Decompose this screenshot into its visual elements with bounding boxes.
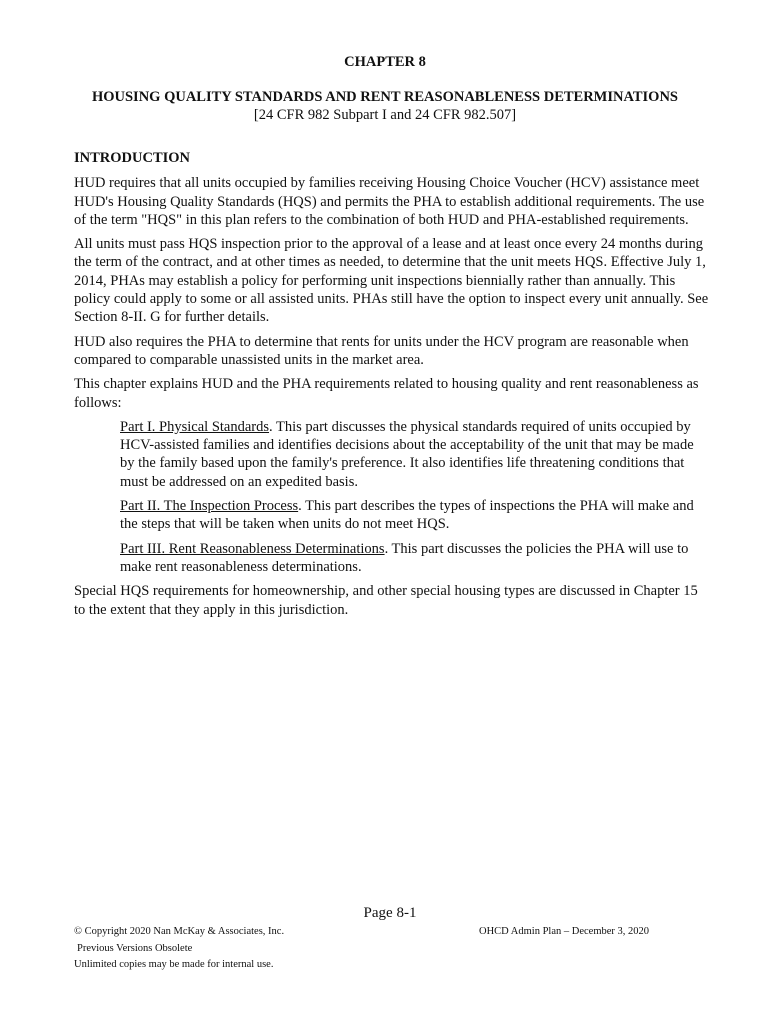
chapter-number: CHAPTER 8: [344, 54, 426, 70]
paragraph-special-housing: Special HQS requirements for homeownership, and other special housing types are discussed in Chapter 15 to the extent that they apply in this jurisdiction.: [74, 583, 698, 618]
part-item-physical-standards: [120, 418, 709, 491]
footer-copies-notice: Unlimited copies may be made for internal use.: [74, 959, 274, 970]
paragraph-hqs-requirement: HUD requires that all units occupied by families receiving Housing Choice Voucher (HCV) assistance meet HUD's Housing Quality Standards (HQS) and permits the PHA to establish additional requirements. The use of the term "HQS" in this plan refers to the combination of both HUD and PHA-established requirements.: [74, 175, 705, 228]
paragraph-rent-reasonable: HUD also requires the PHA to determine that rents for units under the HCV program are reasonable when compared to comparable unassisted units in the market area.: [74, 333, 689, 368]
part-title: Part II. The Inspection Process: [120, 498, 299, 515]
paragraph-chapter-overview: This chapter explains HUD and the PHA requirements related to housing quality and rent reasonableness as follows:: [74, 376, 699, 411]
part-description: . This part describes the types of inspections the PHA will make and the steps that will be taken when units do not meet HQS.: [120, 498, 694, 533]
document-body: [74, 149, 709, 625]
footer-plan-label: OHCD Admin Plan – December 3, 2020: [479, 926, 650, 937]
footer-copyright-block: [74, 924, 284, 974]
part-item-inspection-process: [120, 497, 709, 534]
part-description: . This part discusses the policies the PHA will use to make rent reasonableness determinations.: [120, 540, 689, 575]
part-item-rent-reasonableness: [120, 540, 709, 577]
footer-copyright: © Copyright 2020 Nan McKay & Associates, Inc.: [74, 926, 285, 937]
chapter-citation: [24 CFR 982 Subpart I and 24 CFR 982.507]: [253, 107, 517, 123]
page-number: Page 8-1: [363, 905, 417, 921]
part-title: Part I. Physical Standards: [120, 418, 270, 435]
section-heading-introduction: INTRODUCTION: [74, 150, 191, 166]
chapter-title: HOUSING QUALITY STANDARDS AND RENT REASONABLENESS DETERMINATIONS: [91, 89, 679, 105]
footer-obsolete-notice: Previous Versions Obsolete: [77, 942, 193, 954]
part-description: . This part discusses the physical standards required of units occupied by HCV-assisted families and identifies decisions about the acceptability of the unit that may be made by the family based upon the family's preference. It also identifies life threatening conditions that must be addressed on an expedited basis.: [120, 418, 694, 490]
paragraph-inspection-frequency: All units must pass HQS inspection prior to the approval of a lease and at least once every 24 months during the term of the contract, and at other times as needed, to determine that the unit meets HQS. Effective July 1, 2014, PHAs may establish a policy for performing unit inspections biennially rather than annually. This policy could apply to some or all assisted units. PHAs still have the option to inspect every unit annually. See Section 8-II. G for further details.: [74, 236, 709, 326]
part-title: Part III. Rent Reasonableness Determinations: [120, 540, 385, 557]
